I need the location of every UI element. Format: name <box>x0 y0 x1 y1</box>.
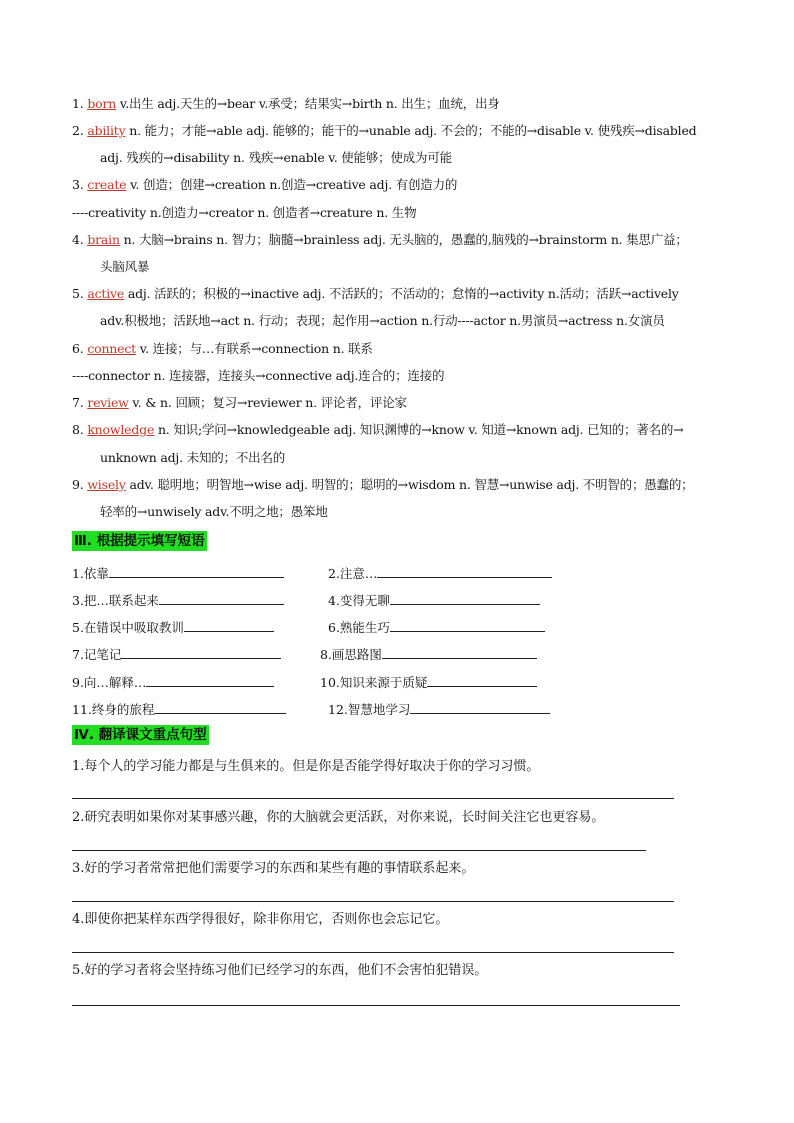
answer-blank[interactable] <box>382 644 537 659</box>
vocab-line-6-cont: ----connector n. 连接器，连接头→connective adj.连合的；连接的 <box>72 368 445 383</box>
phrase-item-7: 7.记笔记 <box>72 644 281 664</box>
answer-blank[interactable] <box>377 563 552 578</box>
phrase-item-4: 4.变得无聊 <box>328 590 540 610</box>
vocab-line-5: 5. active adj. 活跃的；积极的→inactive adj. 不活跃的；不活动的；怠惰的→activity n.活动；活跃→actively <box>72 286 679 301</box>
keyword: active <box>87 286 125 301</box>
answer-blank[interactable] <box>154 699 286 714</box>
vocab-line-3-cont: ----creativity n.创造力→creator n. 创造者→creature n. 生物 <box>72 205 417 220</box>
translation-sentence-2: 2.研究表明如果你对某事感兴趣，你的大脑就会更活跃，对你来说，长时间关注它也更容易。 <box>72 810 605 825</box>
answer-line-4[interactable] <box>72 952 674 953</box>
phrase-item-12: 12.智慧地学习 <box>328 699 550 719</box>
vocab-line-3: 3. create v. 创造；创建→creation n.创造→creative adj. 有创造力的 <box>72 177 458 192</box>
keyword: ability <box>87 123 126 138</box>
keyword: brain <box>87 232 120 247</box>
answer-blank[interactable] <box>390 617 545 632</box>
phrase-item-5: 5.在错误中吸取教训 <box>72 617 274 637</box>
answer-blank[interactable] <box>109 563 284 578</box>
vocab-line-9: 9. wisely adv. 聪明地；明智地→wise adj. 明智的；聪明的→wisdom n. 智慧→unwise adj. 不明智的；愚蠢的； <box>72 477 694 492</box>
vocab-line-9-cont: 轻率的→unwisely adv.不明之地；愚笨地 <box>100 504 328 519</box>
phrase-item-11: 11.终身的旅程 <box>72 699 286 719</box>
phrase-item-10: 10.知识来源于质疑 <box>320 672 537 692</box>
answer-blank[interactable] <box>184 617 274 632</box>
translation-sentence-4: 4.即使你把某样东西学得很好，除非你用它，否则你也会忘记它。 <box>72 912 449 927</box>
answer-line-3[interactable] <box>72 901 674 902</box>
answer-blank[interactable] <box>121 644 281 659</box>
vocab-line-4: 4. brain n. 大脑→brains n. 智力；脑髓→brainless adj. 无头脑的，愚蠢的,脑残的→brainstorm n. 集思广益； <box>72 232 688 247</box>
section-4-heading: Ⅳ. 翻译课文重点句型 <box>74 727 207 743</box>
vocab-line-8-cont: unknown adj. 未知的；不出名的 <box>100 450 286 465</box>
answer-blank[interactable] <box>427 672 537 687</box>
phrase-item-6: 6.熟能生巧 <box>328 617 545 637</box>
answer-line-1[interactable] <box>72 798 674 799</box>
answer-line-5[interactable] <box>72 1005 680 1006</box>
answer-blank[interactable] <box>159 590 284 605</box>
keyword: knowledge <box>87 422 155 437</box>
answer-blank[interactable] <box>146 672 274 687</box>
vocab-line-1: 1. born v.出生 adj.天生的→bear v.承受；结果实→birth n. 出生；血统，出身 <box>72 96 500 111</box>
phrase-item-1: 1.依靠 <box>72 563 284 583</box>
vocab-line-2: 2. ability n. 能力；才能→able adj. 能够的；能干的→unable adj. 不会的；不能的→disable v. 使残疾→disabled <box>72 123 697 138</box>
answer-line-2[interactable] <box>72 850 646 851</box>
keyword: review <box>87 395 129 410</box>
vocab-line-6: 6. connect v. 连接；与…有联系→connection n. 联系 <box>72 341 373 356</box>
translation-sentence-3: 3.好的学习者常常把他们需要学习的东西和某些有趣的事情联系起来。 <box>72 861 475 876</box>
vocab-line-8: 8. knowledge n. 知识;学问→knowledgeable adj. 知识渊博的→know v. 知道→known adj. 已知的；著名的→ <box>72 422 684 437</box>
vocab-line-2-cont: adj. 残疾的→disability n. 残疾→enable v. 使能够；使成为可能 <box>100 150 452 165</box>
phrase-item-3: 3.把…联系起来 <box>72 590 284 610</box>
vocab-line-5-cont: adv.积极地；活跃地→act n. 行动；表现；起作用→action n.行动----actor n.男演员→actress n.女演员 <box>100 313 665 328</box>
keyword: born <box>87 96 117 111</box>
phrase-item-9: 9.向…解释… <box>72 672 274 692</box>
translation-sentence-5: 5.好的学习者将会坚持练习他们已经学习的东西，他们不会害怕犯错误。 <box>72 963 488 978</box>
translation-sentence-1: 1.每个人的学习能力都是与生俱来的。但是你是否能学得好取决于你的学习习惯。 <box>72 759 540 774</box>
keyword: create <box>87 177 127 192</box>
vocab-line-4-cont: 头脑风暴 <box>100 259 150 274</box>
keyword: wisely <box>87 477 126 492</box>
phrase-item-2: 2.注意… <box>328 563 552 583</box>
answer-blank[interactable] <box>390 590 540 605</box>
section-3-heading: Ⅲ. 根据提示填写短语 <box>74 533 205 549</box>
phrase-item-8: 8.画思路图 <box>320 644 537 664</box>
answer-blank[interactable] <box>410 699 550 714</box>
vocab-line-7: 7. review v. & n. 回顾；复习→reviewer n. 评论者，评论家 <box>72 395 407 410</box>
keyword: connect <box>87 341 136 356</box>
